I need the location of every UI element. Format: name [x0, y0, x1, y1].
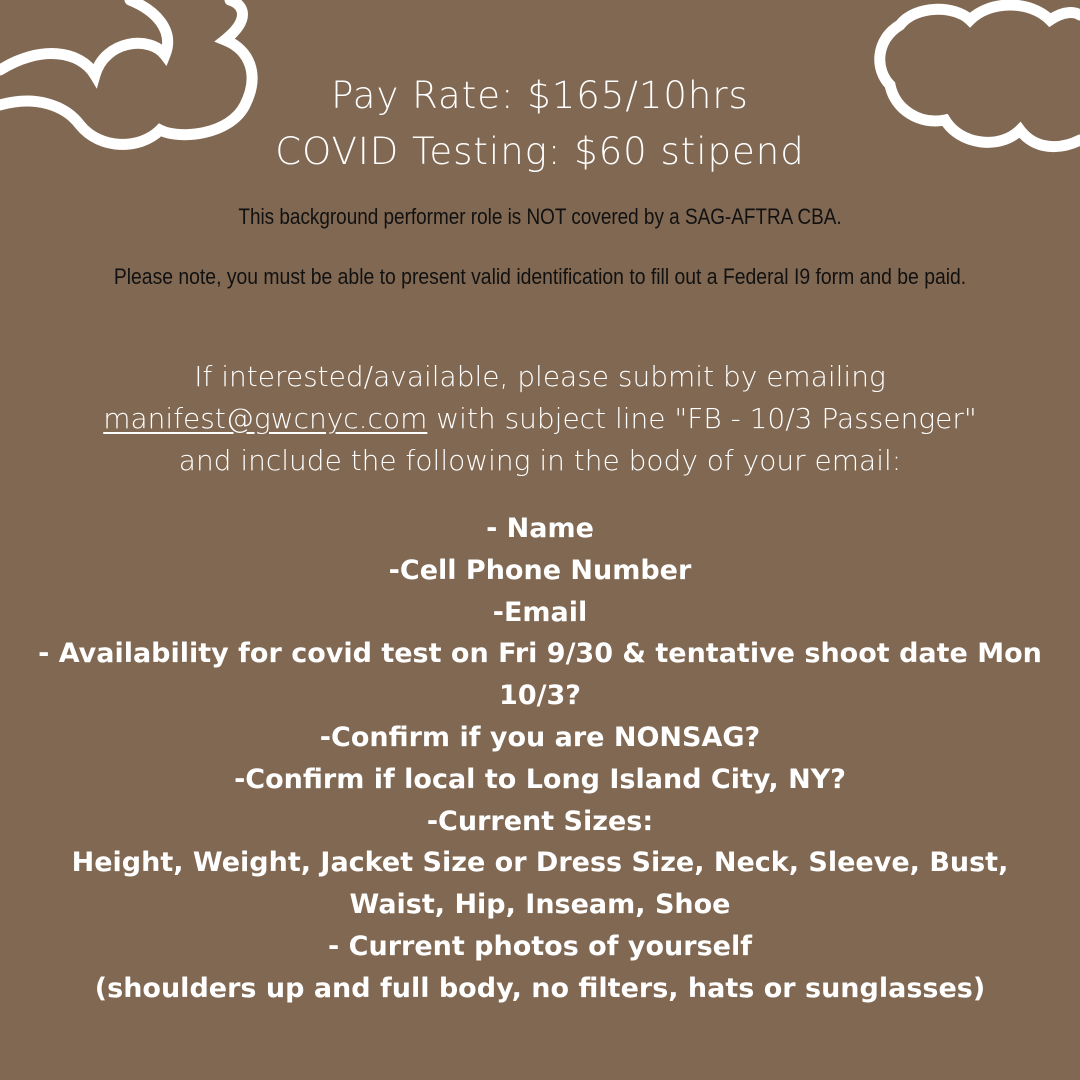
submission-line-3: and include the following in the body of your email: [178, 444, 902, 477]
subject-line-text: with subject line "FB - 10/3 Passenger" [427, 402, 977, 435]
requirement-item: - Availability for covid test on Fri 9/30 & tentative shoot date Mon 10/3? [38, 638, 1042, 712]
covid-testing-heading: COVID Testing: $60 stipend [275, 130, 805, 173]
submission-instructions [60, 356, 1020, 482]
requirement-item: -Cell Phone Number [388, 554, 692, 586]
submission-line-1: If interested/available, please submit by emailing [194, 360, 886, 393]
requirement-item: (shoulders up and full body, no filters, hats or sunglasses) [94, 972, 986, 1004]
email-link[interactable]: manifest@gwcnyc.com [103, 402, 428, 435]
pay-rate-heading: Pay Rate: $165/10hrs [331, 74, 749, 117]
requirements-list [20, 508, 1060, 1010]
requirement-item: - Name [486, 513, 594, 544]
requirement-item: -Current Sizes: [426, 805, 654, 837]
requirement-item: -Email [492, 596, 588, 628]
requirement-item: Height, Weight, Jacket Size or Dress Size, Neck, Sleeve, Bust, Waist, Hip, Inseam, Shoe [71, 847, 1009, 921]
requirement-item: -Confirm if you are NONSAG? [319, 721, 761, 753]
requirement-item: - Current photos of yourself [328, 930, 752, 962]
requirement-item: -Confirm if local to Long Island City, NY? [234, 763, 846, 795]
id-notice: Please note, you must be able to present valid identification to fill out a Federal I9 form and be paid. [113, 264, 967, 289]
sag-notice: This background performer role is NOT covered by a SAG-AFTRA CBA. [238, 204, 842, 229]
